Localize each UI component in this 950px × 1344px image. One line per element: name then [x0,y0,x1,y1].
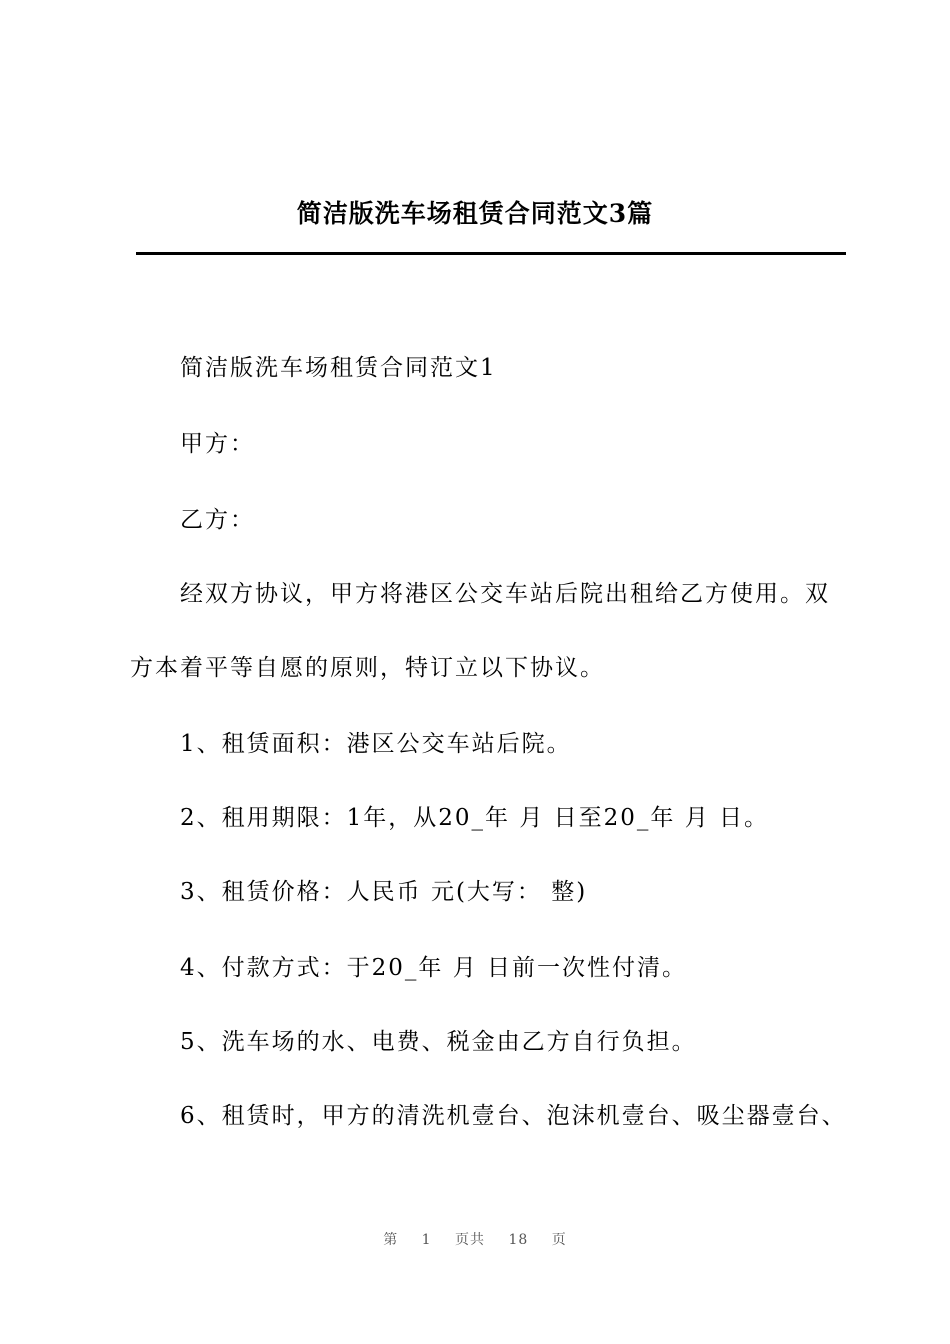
document-title: 简洁版洗车场租赁合同范文3篇 [296,199,654,228]
body-paragraph-continued: 方本着平等自愿的原则，特订立以下协议。 [130,655,605,681]
page-footer [0,1229,950,1249]
footer-prefix: 第 [383,1232,399,1248]
section-heading: 简洁版洗车场租赁合同范文1 [180,355,497,381]
footer-total-pages: 18 [508,1232,529,1248]
clause-1: 1、租赁面积：港区公交车站后院。 [180,731,572,757]
body-paragraph: 经双方协议，甲方将港区公交车站后院出租给乙方使用。双 [180,581,830,607]
party-a-line: 甲方： [180,431,255,457]
clause-4: 4、付款方式：于20_年 月 日前一次性付清。 [180,955,688,981]
footer-page-number: 1 [421,1232,432,1248]
clause-5: 5、洗车场的水、电费、税金由乙方自行负担。 [180,1029,697,1055]
clause-6: 6、租赁时，甲方的清洗机壹台、泡沫机壹台、吸尘器壹台、 [180,1103,847,1129]
party-b-line: 乙方： [180,507,255,533]
footer-mid: 页共 [455,1232,486,1248]
footer-suffix: 页 [551,1232,567,1248]
title-divider [136,252,846,255]
clause-2: 2、租用期限：1年，从20_年 月 日至20_年 月 日。 [180,805,770,831]
clause-3: 3、租赁价格：人民币 元(大写： 整) [180,879,588,905]
